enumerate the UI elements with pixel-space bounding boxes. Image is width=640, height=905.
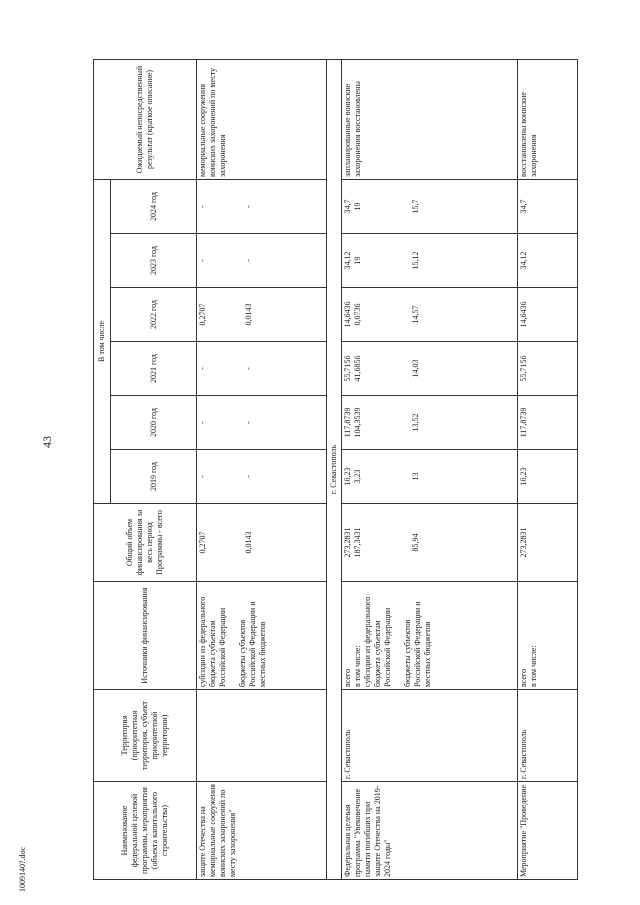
table-row	[518, 59, 578, 879]
row1-total-v1: 0,2707	[198, 531, 207, 554]
row1-source-1: субсидии из федерального бюджета субъектам Российской Федерации	[198, 596, 227, 687]
row2-territory: г. Севастополь	[342, 690, 518, 782]
header-territory: Территория (приоритетная территория, субъект приоритетной территории)	[94, 690, 197, 782]
row3-source-2: в том числе:	[529, 645, 538, 687]
row2-total-v2: 187,3431	[353, 527, 362, 558]
row3-source-1: всего	[519, 668, 528, 687]
row2-2022	[342, 288, 518, 342]
row1-2020-v1: -	[198, 421, 207, 424]
row2-2023-v2: 19	[353, 256, 362, 265]
row2-2022-v3: 14,57	[411, 305, 420, 324]
row3-2020: 117,8739	[518, 396, 578, 450]
row1-2024-v1: -	[198, 205, 207, 208]
row3-sources	[518, 582, 578, 690]
rotated-table-wrapper	[93, 60, 573, 880]
row1-2022-v1: 0,2707	[198, 303, 207, 326]
row1-total-v2: 0,0143	[244, 531, 253, 554]
row2-2020-v1: 117,8739	[343, 407, 352, 438]
header-year-2024: 2024 год	[111, 179, 197, 233]
row1-2019-v2: -	[244, 475, 253, 478]
row2-2024-v2: 19	[353, 202, 362, 211]
row2-2020-v3: 13,52	[411, 413, 420, 432]
row1-2021-v2: -	[244, 367, 253, 370]
row2-2023-v1: 34,12	[343, 251, 352, 270]
row3-name: Мероприятие "Проведение	[518, 782, 578, 880]
row2-source-1: всего	[343, 668, 352, 687]
row2-2019-v1: 16,23	[343, 467, 352, 486]
row1-2019	[197, 450, 327, 504]
row3-2024: 34,7	[518, 179, 578, 233]
row3-territory: г. Севастополь	[518, 690, 578, 782]
header-incl: В том числе	[94, 179, 111, 503]
row2-2024-v1: 34,7	[343, 199, 352, 214]
row1-total	[197, 504, 327, 582]
row1-territory	[197, 690, 327, 782]
row2-2023-v3: 15,12	[411, 251, 420, 270]
header-year-2022: 2022 год	[111, 288, 197, 342]
table-row	[342, 59, 518, 879]
row1-name: защите Отечества на мемориальные сооружения воинских захоронений по месту захоронения"	[197, 782, 327, 880]
row1-2024-v2: -	[244, 205, 253, 208]
page-number: 43	[40, 436, 54, 448]
row1-2024	[197, 179, 327, 233]
row2-2020	[342, 396, 518, 450]
row1-2020	[197, 396, 327, 450]
row3-result: восстановлены воинские захоронения	[518, 59, 578, 179]
row1-2020-v2: -	[244, 421, 253, 424]
row2-2022-v2: 0,0736	[353, 303, 362, 326]
row1-2023-v1: -	[198, 259, 207, 262]
row2-total-v1: 273,2831	[343, 527, 352, 558]
row1-2023-v2: -	[244, 259, 253, 262]
header-year-2019: 2019 год	[111, 450, 197, 504]
row1-2022-v2: 0,0143	[244, 303, 253, 326]
header-sources: Источники финансирования	[94, 582, 197, 690]
header-year-2023: 2023 год	[111, 234, 197, 288]
table-row	[197, 59, 327, 879]
row3-total: 273,2831	[518, 504, 578, 582]
row2-source-3: субсидии из федерального бюджета субъектам Российской Федерации	[363, 596, 392, 687]
row2-2021-v1: 55,7156	[343, 355, 352, 382]
row2-2019	[342, 450, 518, 504]
row2-total-v3: 85,94	[411, 533, 420, 552]
header-name: Наименование федеральной целевой программы, мероприятия (объекта капитального строительства)	[94, 782, 197, 880]
row2-source-2: в том числе:	[353, 645, 362, 687]
section-title: г. Севастополь	[327, 59, 342, 879]
financing-table	[93, 59, 578, 880]
row2-sources	[342, 582, 518, 690]
row2-result: запланированные воинские захоронения восстановлены	[342, 59, 518, 179]
row3-2022: 14,6436	[518, 288, 578, 342]
row2-total	[342, 504, 518, 582]
row1-2023	[197, 234, 327, 288]
row2-2021	[342, 342, 518, 396]
row2-2024	[342, 179, 518, 233]
row1-source-2: бюджеты субъектов Российской Федерации и местных бюджетов	[238, 601, 267, 687]
row1-result: мемориальные сооружения воинских захоронений по месту захоронения	[197, 59, 327, 179]
header-result: Ожидаемый непосредственный результат (краткое описание)	[94, 59, 197, 179]
header-year-2021: 2021 год	[111, 342, 197, 396]
row1-sources	[197, 582, 327, 690]
row1-2019-v1: -	[198, 475, 207, 478]
row2-2021-v2: 41,6856	[353, 355, 362, 382]
section-row	[327, 59, 342, 879]
row1-2021	[197, 342, 327, 396]
row3-2021: 55,7156	[518, 342, 578, 396]
row2-2023	[342, 234, 518, 288]
row1-2021-v1: -	[198, 367, 207, 370]
header-total: Общий объем финансирования за весь период Программы - всего	[94, 504, 197, 582]
row1-2022	[197, 288, 327, 342]
footer-code: 1009140?.doc	[18, 846, 27, 892]
row2-2024-v3: 15,7	[411, 199, 420, 214]
row2-name: Федеральная целевая программа "Увековечение памяти погибших при защите Отечества на 2019-2024 годы"	[342, 782, 518, 880]
row2-2019-v2: 3,23	[353, 469, 362, 484]
row2-2021-v3: 14,03	[411, 359, 420, 378]
header-year-2020: 2020 год	[111, 396, 197, 450]
row3-2019: 16,23	[518, 450, 578, 504]
row2-2022-v1: 14,6436	[343, 301, 352, 328]
row2-2019-v3: 13	[411, 472, 420, 481]
row3-2023: 34,12	[518, 234, 578, 288]
row2-2020-v2: 104,3539	[353, 407, 362, 438]
row2-source-4: бюджеты субъектов Российской Федерации и местных бюджетов	[403, 601, 432, 687]
